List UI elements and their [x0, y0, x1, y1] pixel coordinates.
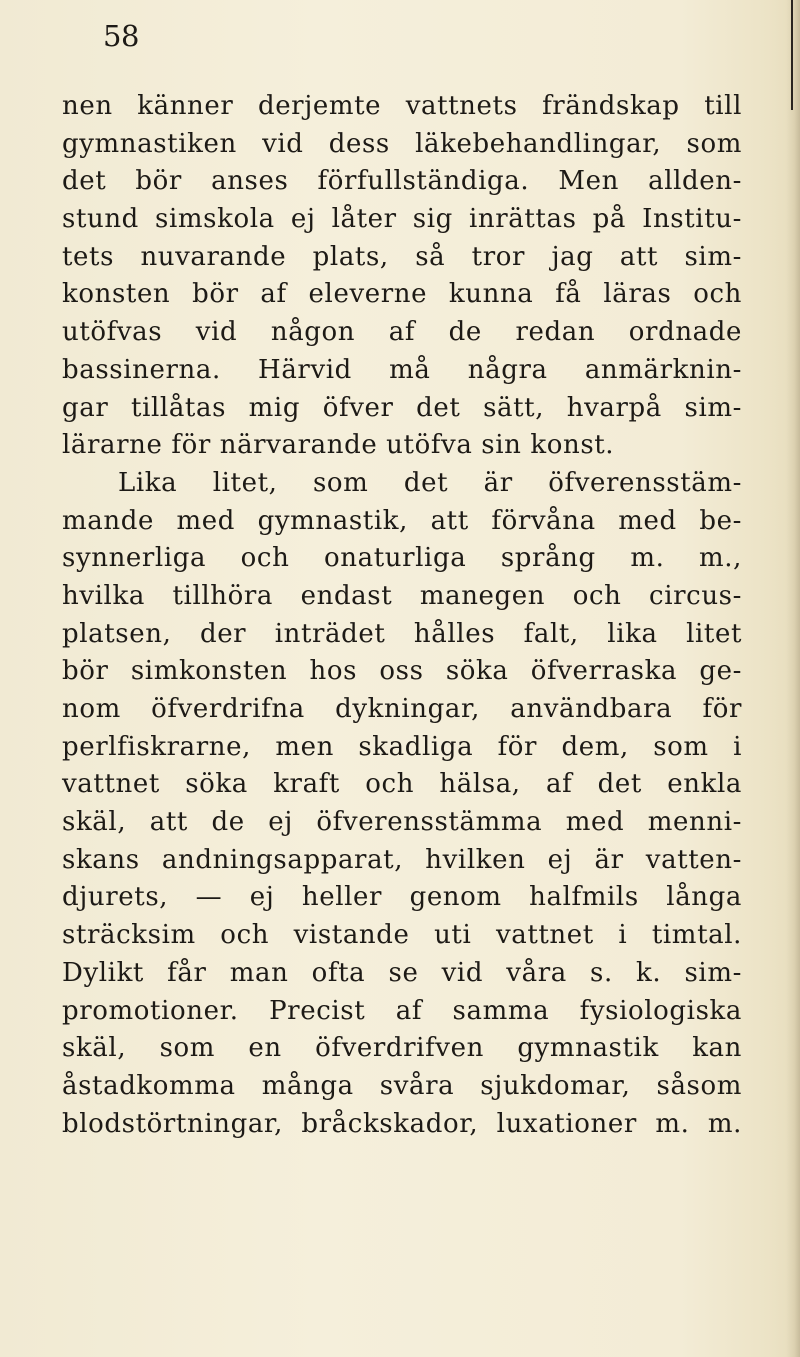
text-line: bör simkonsten hos oss söka öfverraska ge-: [62, 656, 742, 687]
text-line: gar tillåtas mig öfver det sätt, hvarpå sim-: [62, 392, 742, 423]
text-line: skäl, som en öfverdrifven gymnastik kan: [62, 1033, 742, 1064]
text-line: mande med gymnastik, att förvåna med be-: [62, 505, 742, 536]
text-line-paragraph-start: Lika litet, som det är öfverensstäm-: [118, 467, 742, 498]
text-line: hvilka tillhöra endast manegen och circus-: [62, 580, 742, 611]
text-line: perlfiskrarne, men skadliga för dem, som i: [62, 731, 742, 762]
text-line: synnerliga och onaturliga språng m. m.,: [62, 543, 742, 574]
text-line: stund simskola ej låter sig inrättas på Institu-: [62, 204, 742, 235]
page-number: 58: [103, 19, 139, 53]
text-line: tets nuvarande plats, så tror jag att sim-: [62, 241, 742, 272]
text-line: djurets, — ej heller genom halfmils långa: [62, 882, 742, 913]
page-edge-shadow: [786, 0, 800, 1357]
text-line: skäl, att de ej öfverensstämma med menni-: [62, 807, 742, 838]
text-line: utöfvas vid någon af de redan ordnade: [62, 317, 742, 348]
text-line: det bör anses förfullständiga. Men allden-: [62, 166, 742, 197]
text-line: sträcksim och vistande uti vattnet i timtal.: [62, 920, 742, 951]
text-line: Dylikt får man ofta se vid våra s. k. sim-: [62, 957, 742, 988]
text-line: platsen, der inträdet hålles falt, lika litet: [62, 618, 742, 649]
text-line: skans andningsapparat, hvilken ej är vatten-: [62, 844, 742, 875]
body-text: [62, 88, 742, 1143]
text-line: nom öfverdrifna dykningar, användbara för: [62, 694, 742, 724]
text-line: vattnet söka kraft och hälsa, af det enkla: [62, 769, 742, 800]
text-line: promotioner. Precist af samma fysiologiska: [62, 995, 742, 1026]
text-line: blodstörtningar, bråckskador, luxationer m. m.: [62, 1108, 742, 1139]
text-line: konsten bör af eleverne kunna få läras och: [62, 279, 742, 310]
text-line-paragraph-end: lärarne för närvarande utöfva sin konst.: [62, 430, 615, 461]
page-edge-line: [791, 0, 793, 110]
text-line: bassinerna. Härvid må några anmärknin-: [62, 354, 742, 385]
text-line: åstadkomma många svåra sjukdomar, såsom: [62, 1070, 742, 1101]
text-line: nen känner derjemte vattnets frändskap till: [62, 91, 742, 121]
text-line: gymnastiken vid dess läkebehandlingar, som: [62, 128, 742, 159]
